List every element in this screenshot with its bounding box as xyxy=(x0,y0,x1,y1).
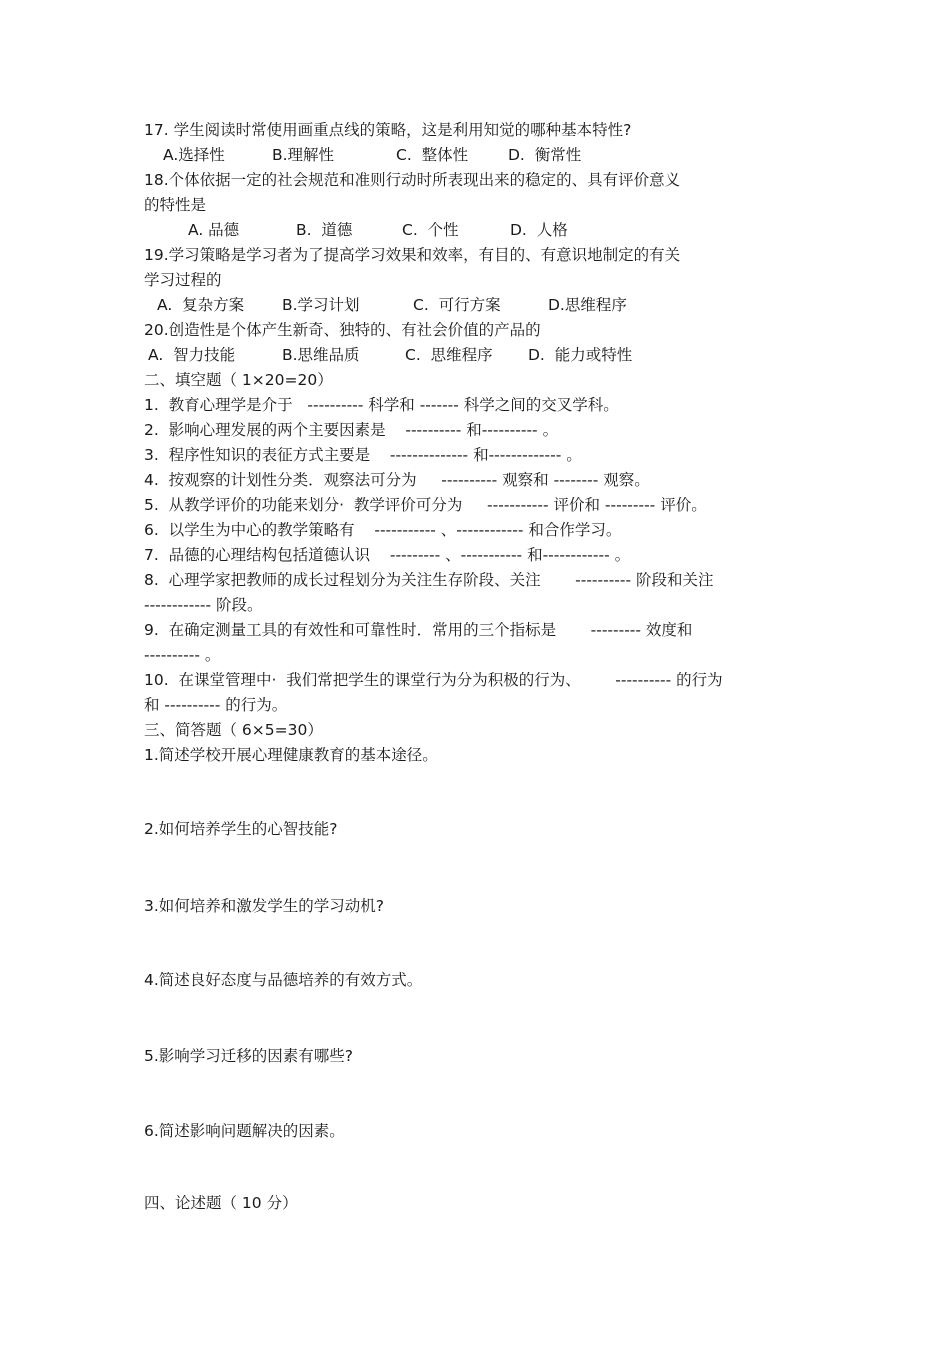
q18-option-a: A. 品德 xyxy=(188,221,240,239)
q19-option-a: A. 复杂方案 xyxy=(157,296,245,314)
fill-in-heading: 二、填空题（ 1×20=20） xyxy=(144,371,333,389)
fill-item-7: 7. 品德的心理结构包括道德认识 --------- 、----------- 和------------ 。 xyxy=(144,546,631,564)
fill-item-3: 3. 程序性知识的表征方式主要是 -------------- 和------------- 。 xyxy=(144,446,582,464)
q19-option-c: C. 可行方案 xyxy=(413,296,501,314)
short-answer-5: 5.影响学习迁移的因素有哪些? xyxy=(144,1047,354,1065)
q20-option-d: D. 能力或特性 xyxy=(528,346,633,364)
question-18-stem-line1: 18.个体依据一定的社会规范和准则行动时所表现出来的稳定的、具有评价意义 xyxy=(144,171,681,189)
q18-option-c: C. 个性 xyxy=(402,221,459,239)
q17-option-c: C. 整体性 xyxy=(396,146,469,164)
q17-option-d: D. 衡常性 xyxy=(508,146,582,164)
essay-heading: 四、论述题（ 10 分） xyxy=(144,1194,298,1212)
fill-item-5: 5. 从教学评价的功能来划分· 教学评价可分为 ----------- 评价和 --------- 评价。 xyxy=(144,496,707,514)
fill-item-4: 4. 按观察的计划性分类．观察法可分为 ---------- 观察和 -------- 观察。 xyxy=(144,471,650,489)
fill-item-9-line1: 9. 在确定测量工具的有效性和可靠性时．常用的三个指标是 --------- 效度和 xyxy=(144,621,693,639)
fill-item-10-line1: 10. 在课堂管理中· 我们常把学生的课堂行为分为积极的行为、 ---------- 的行为 xyxy=(144,671,723,689)
fill-item-1: 1. 教育心理学是介于 ---------- 科学和 ------- 科学之间的交叉学科。 xyxy=(144,396,619,414)
q18-option-b: B. 道德 xyxy=(296,221,353,239)
short-answer-3: 3.如何培养和激发学生的学习动机? xyxy=(144,897,385,915)
question-19-stem-line1: 19.学习策略是学习者为了提高学习效果和效率，有目的、有意识地制定的有关 xyxy=(144,246,681,264)
q20-option-b: B.思维品质 xyxy=(282,346,360,364)
q18-option-d: D. 人格 xyxy=(510,221,568,239)
q17-option-a: A.选择性 xyxy=(163,146,225,164)
short-answer-4: 4.简述良好态度与品德培养的有效方式。 xyxy=(144,971,423,989)
fill-item-10-line2: 和 ---------- 的行为。 xyxy=(144,696,288,714)
short-answer-2: 2.如何培养学生的心智技能? xyxy=(144,820,338,838)
fill-item-8-line2: ------------ 阶段。 xyxy=(144,596,263,614)
question-20-stem: 20.创造性是个体产生新奇、独特的、有社会价值的产品的 xyxy=(144,321,541,339)
fill-item-6: 6. 以学生为中心的教学策略有 ----------- 、------------ 和合作学习。 xyxy=(144,521,622,539)
q17-option-b: B.理解性 xyxy=(272,146,335,164)
question-17-stem: 17. 学生阅读时常使用画重点线的策略，这是利用知觉的哪种基本特性? xyxy=(144,121,632,139)
question-18-stem-line2: 的特性是 xyxy=(144,196,207,214)
q19-option-d: D.思维程序 xyxy=(548,296,627,314)
short-answer-1: 1.简述学校开展心理健康教育的基本途径。 xyxy=(144,746,438,764)
short-answer-heading: 三、简答题（ 6×5=30） xyxy=(144,721,323,739)
q20-option-c: C. 思维程序 xyxy=(405,346,493,364)
fill-item-2: 2. 影响心理发展的两个主要因素是 ---------- 和---------- 。 xyxy=(144,421,559,439)
fill-item-9-line2: ---------- 。 xyxy=(144,646,221,664)
question-19-stem-line2: 学习过程的 xyxy=(144,271,222,289)
short-answer-6: 6.简述影响问题解决的因素。 xyxy=(144,1122,345,1140)
q20-option-a: A. 智力技能 xyxy=(148,346,236,364)
q19-option-b: B.学习计划 xyxy=(282,296,360,314)
fill-item-8-line1: 8. 心理学家把教师的成长过程划分为关注生存阶段、关注 ---------- 阶段和关注 xyxy=(144,571,714,589)
